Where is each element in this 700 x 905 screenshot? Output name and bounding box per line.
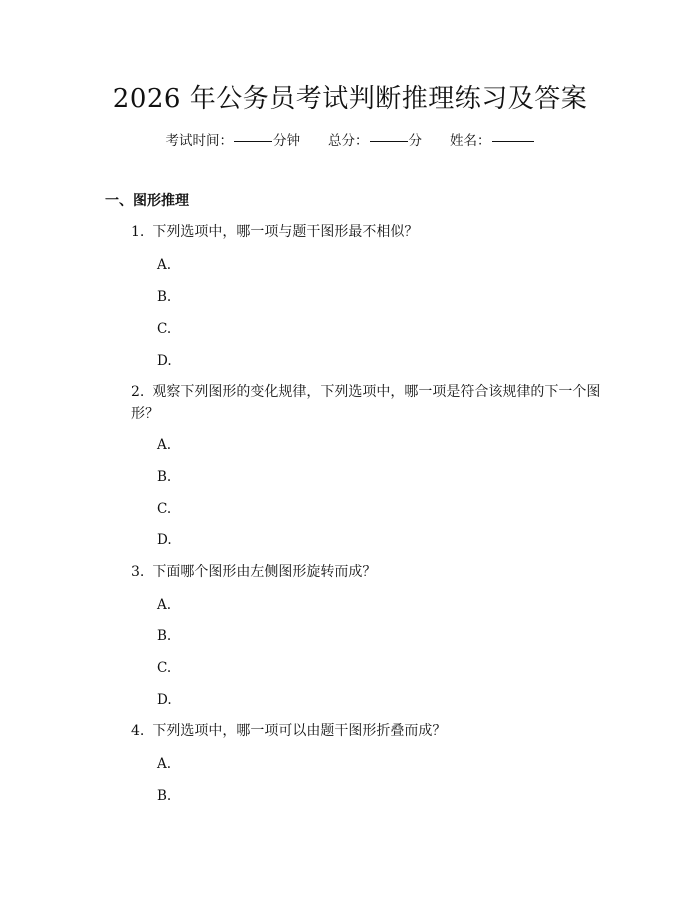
question-2-option-a: A.	[157, 437, 172, 453]
question-4	[131, 720, 601, 742]
exam-time-blank	[234, 141, 272, 142]
question-1-option-a: A.	[157, 257, 172, 273]
name-field	[450, 131, 535, 151]
question-3-option-d: D.	[157, 692, 172, 708]
exam-time-label: 考试时间：	[165, 133, 233, 149]
question-3-option-b: B.	[157, 628, 172, 644]
question-4-option-a: A.	[157, 756, 172, 772]
question-text: 观察下列图形的变化规律，下列选项中，哪一项是符合该规律的下一个图形？	[131, 384, 601, 422]
question-number: 2.	[131, 384, 145, 400]
question-1-option-b: B.	[157, 289, 172, 305]
question-2	[131, 381, 601, 425]
question-1-option-d: D.	[157, 353, 172, 369]
question-number: 4.	[131, 723, 145, 739]
exam-meta-line	[0, 131, 700, 151]
name-label: 姓名：	[450, 133, 491, 149]
question-text: 下列选项中，哪一项可以由题干图形折叠而成？	[152, 723, 447, 739]
question-4-option-b: B.	[157, 788, 172, 804]
question-3-option-c: C.	[157, 660, 172, 676]
question-1-option-c: C.	[157, 321, 172, 337]
name-blank	[492, 141, 534, 142]
question-1	[131, 221, 601, 243]
page-title: 2026 年公务员考试判断推理练习及答案	[112, 84, 588, 114]
question-3	[131, 561, 601, 583]
question-2-option-d: D.	[157, 532, 172, 548]
question-number: 1.	[131, 224, 145, 240]
total-score-blank	[370, 141, 408, 142]
total-score-unit: 分	[408, 133, 422, 149]
question-3-option-a: A.	[157, 597, 172, 613]
exam-time-unit: 分钟	[273, 133, 300, 149]
question-number: 3.	[131, 564, 145, 580]
total-score-field	[328, 131, 422, 151]
question-2-option-b: B.	[157, 469, 172, 485]
question-text: 下列选项中，哪一项与题干图形最不相似？	[152, 224, 419, 240]
question-text: 下面哪个图形由左侧图形旋转而成？	[152, 564, 377, 580]
question-2-option-c: C.	[157, 501, 172, 517]
section-heading: 一、图形推理	[105, 193, 189, 209]
exam-time-field	[166, 131, 301, 151]
total-score-label: 总分：	[328, 133, 369, 149]
